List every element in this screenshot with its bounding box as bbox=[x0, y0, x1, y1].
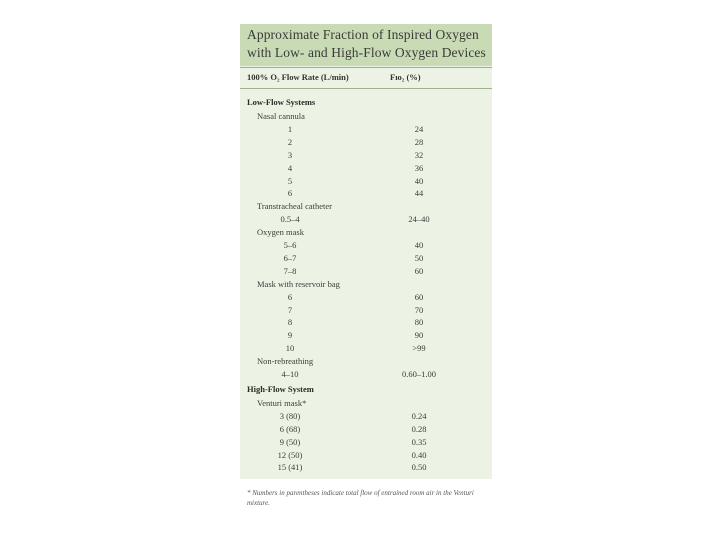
flow-rate-cell: 0.5–4 bbox=[280, 214, 300, 225]
table-row bbox=[240, 136, 492, 148]
section-label: High-Flow System bbox=[247, 383, 314, 394]
device-label: Venturi mask* bbox=[257, 397, 307, 408]
fio2-cell: 0.40 bbox=[411, 449, 427, 460]
fio2-cell: 90 bbox=[414, 330, 424, 341]
fio2-cell: 28 bbox=[414, 136, 424, 147]
flow-rate-cell: 6 (68) bbox=[279, 423, 301, 434]
flow-rate-cell: 12 (50) bbox=[277, 449, 303, 460]
section-label: Low-Flow Systems bbox=[247, 97, 316, 107]
fio2-cell: 0.35 bbox=[411, 436, 427, 447]
flow-rate-cell: 5–6 bbox=[283, 240, 297, 250]
table-row bbox=[240, 291, 492, 303]
flow-rate-cell: 5 bbox=[287, 175, 293, 186]
table-title-line-1: Approximate Fraction of Inspired Oxygen bbox=[247, 27, 479, 42]
device-label: Transtracheal catheter bbox=[257, 201, 332, 212]
device-row bbox=[240, 226, 492, 238]
fio2-cell: 80 bbox=[414, 317, 424, 328]
header-top-rule bbox=[240, 67, 492, 68]
device-label: Non-rebreathing bbox=[257, 356, 314, 367]
fio2-cell: 70 bbox=[414, 304, 424, 315]
device-label: Mask with reservoir bag bbox=[257, 278, 340, 289]
flow-rate-cell: 3 (80) bbox=[279, 410, 301, 421]
table-row bbox=[240, 316, 492, 328]
flow-rate-cell: 15 (41) bbox=[277, 462, 303, 473]
column-header-fio2: Fıo₂ (%) bbox=[390, 72, 421, 82]
device-label: Nasal cannula bbox=[257, 111, 305, 121]
table-row bbox=[240, 436, 492, 448]
device-label: Oxygen mask bbox=[257, 227, 304, 238]
table-row bbox=[240, 449, 492, 461]
device-row bbox=[240, 200, 492, 212]
table-row bbox=[240, 461, 492, 473]
table-row bbox=[240, 252, 492, 264]
table-row bbox=[240, 410, 492, 422]
fio2-cell: 60 bbox=[414, 291, 424, 302]
fio2-cell: 44 bbox=[414, 188, 424, 199]
fio2-cell: 36 bbox=[414, 162, 424, 173]
flow-rate-cell: 7 bbox=[287, 304, 293, 315]
fio2-cell: >99 bbox=[412, 343, 426, 354]
flow-rate-cell: 6 bbox=[287, 188, 293, 199]
table-row bbox=[240, 304, 492, 316]
flow-rate-cell: 10 bbox=[285, 343, 295, 354]
flow-rate-cell: 2 bbox=[287, 136, 293, 147]
fio2-cell: 40 bbox=[414, 175, 424, 186]
table-row bbox=[240, 123, 492, 135]
header-bottom-rule bbox=[240, 88, 492, 89]
column-header-flow: 100% O₂ Flow Rate (L/min) bbox=[247, 72, 349, 82]
section-row bbox=[240, 383, 492, 395]
device-row bbox=[240, 355, 492, 367]
table-row bbox=[240, 239, 492, 251]
flow-rate-cell: 4 bbox=[287, 162, 293, 173]
fio2-cell: 24–40 bbox=[408, 214, 430, 225]
fio2-cell: 50 bbox=[414, 252, 424, 263]
flow-rate-cell: 1 bbox=[287, 123, 293, 134]
fio2-cell: 0.24 bbox=[411, 410, 427, 421]
table-footnote: * Numbers in parentheses indicate total flow of entrained room air in the Venturi mixture. bbox=[247, 489, 474, 507]
fio2-cell: 0.50 bbox=[411, 462, 427, 473]
fio2-cell: 0.28 bbox=[411, 423, 427, 434]
flow-rate-cell: 6–7 bbox=[283, 252, 297, 263]
section-row bbox=[240, 96, 492, 108]
table-title-line-2: with Low- and High-Flow Oxygen Devices bbox=[247, 45, 486, 60]
table-row bbox=[240, 368, 492, 380]
fio2-cell: 60 bbox=[414, 265, 424, 276]
flow-rate-cell: 8 bbox=[287, 317, 293, 328]
flow-rate-cell: 9 bbox=[287, 330, 293, 341]
fio2-cell: 24 bbox=[414, 123, 424, 134]
fio2-cell: 40 bbox=[414, 240, 424, 250]
flow-rate-cell: 7–8 bbox=[283, 265, 297, 276]
table-row bbox=[240, 265, 492, 277]
table-row bbox=[240, 213, 492, 225]
device-row bbox=[240, 110, 492, 122]
oxygen-table-card bbox=[240, 24, 492, 479]
table-row bbox=[240, 187, 492, 199]
table-row bbox=[240, 329, 492, 341]
fio2-cell: 0.60–1.00 bbox=[402, 369, 436, 379]
flow-rate-cell: 4–10 bbox=[281, 369, 299, 379]
table-row bbox=[240, 149, 492, 161]
table-row bbox=[240, 162, 492, 174]
flow-rate-cell: 9 (50) bbox=[279, 436, 301, 447]
table-row bbox=[240, 175, 492, 187]
flow-rate-cell: 3 bbox=[287, 149, 293, 160]
table-row bbox=[240, 423, 492, 435]
fio2-cell: 32 bbox=[414, 149, 424, 160]
flow-rate-cell: 6 bbox=[287, 291, 293, 302]
device-row bbox=[240, 397, 492, 409]
table-row bbox=[240, 342, 492, 354]
device-row bbox=[240, 278, 492, 290]
table-title-box bbox=[240, 24, 492, 66]
